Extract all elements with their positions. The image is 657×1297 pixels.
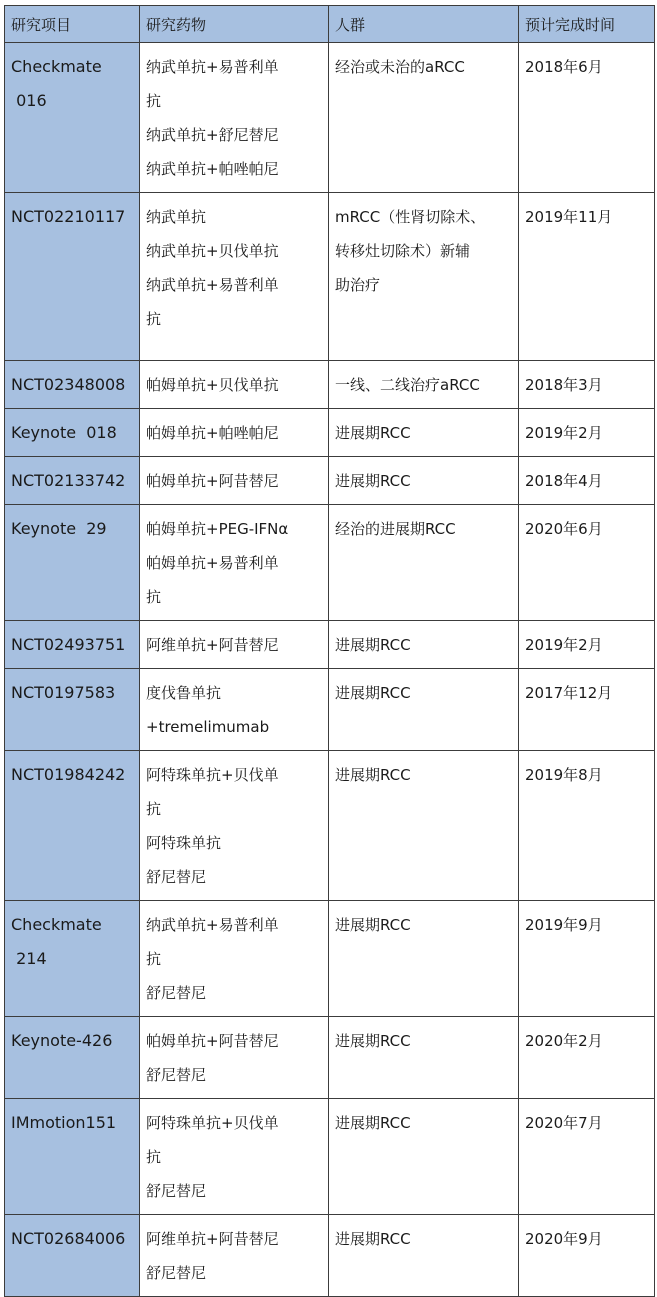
project-cell	[5, 1099, 140, 1215]
drugs-cell	[140, 193, 329, 361]
completion-time-cell: 2020年6月	[519, 505, 655, 621]
table-row	[5, 193, 655, 361]
drugs-cell-line: 帕姆单抗+易普利单	[146, 554, 279, 572]
drugs-cell	[140, 669, 329, 751]
population-cell-line: 进展期RCC	[335, 1230, 411, 1248]
drugs-cell	[140, 751, 329, 901]
population-cell-line: 助治疗	[335, 276, 381, 294]
drugs-cell-line: 抗	[146, 800, 162, 818]
drugs-cell	[140, 621, 329, 669]
population-cell-line: 进展期RCC	[335, 636, 411, 654]
drugs-cell-line: 舒尼替尼	[146, 868, 207, 886]
drugs-cell	[140, 1017, 329, 1099]
completion-time-cell: 2017年12月	[519, 669, 655, 751]
drugs-cell-line: 抗	[146, 588, 162, 606]
table-header-row	[5, 6, 655, 43]
project-cell-line: Keynote-426	[11, 1031, 113, 1050]
drugs-cell	[140, 361, 329, 409]
drugs-cell-line: 纳武单抗	[146, 208, 207, 226]
drugs-cell	[140, 43, 329, 193]
drugs-cell-line: 帕姆单抗+阿昔替尼	[146, 472, 279, 490]
table-row	[5, 901, 655, 1017]
drugs-cell-line: 舒尼替尼	[146, 1066, 207, 1084]
table-row	[5, 361, 655, 409]
population-cell	[329, 505, 519, 621]
project-cell-line: 214	[11, 949, 47, 968]
completion-time-cell: 2020年2月	[519, 1017, 655, 1099]
header-drugs: 研究药物	[140, 6, 329, 43]
completion-time-cell: 2020年7月	[519, 1099, 655, 1215]
completion-time-cell: 2019年9月	[519, 901, 655, 1017]
project-cell	[5, 751, 140, 901]
population-cell-line: 一线、二线治疗aRCC	[335, 376, 480, 394]
drugs-cell-line: 纳武单抗+帕唑帕尼	[146, 160, 279, 178]
drugs-cell	[140, 409, 329, 457]
table-row	[5, 1099, 655, 1215]
project-cell-line: NCT02133742	[11, 471, 126, 490]
project-cell	[5, 409, 140, 457]
population-cell-line: 进展期RCC	[335, 916, 411, 934]
project-cell	[5, 505, 140, 621]
population-cell	[329, 1099, 519, 1215]
project-cell-line: NCT02210117	[11, 207, 126, 226]
population-cell	[329, 43, 519, 193]
population-cell	[329, 751, 519, 901]
drugs-cell	[140, 901, 329, 1017]
population-cell	[329, 901, 519, 1017]
drugs-cell-line: 抗	[146, 92, 162, 110]
project-cell-line: NCT01984242	[11, 765, 126, 784]
population-cell	[329, 193, 519, 361]
completion-time-cell: 2019年2月	[519, 621, 655, 669]
drugs-cell	[140, 505, 329, 621]
drugs-cell-line: 舒尼替尼	[146, 984, 207, 1002]
table-row	[5, 505, 655, 621]
completion-time-cell: 2018年6月	[519, 43, 655, 193]
completion-time-cell: 2019年11月	[519, 193, 655, 361]
population-cell-line: mRCC（性肾切除术、	[335, 208, 486, 226]
drugs-cell-line: 帕姆单抗+PEG-IFNα	[146, 520, 289, 538]
drugs-cell-line: 阿特珠单抗	[146, 834, 222, 852]
project-cell-line: Keynote 018	[11, 423, 117, 442]
table-body	[5, 43, 655, 1297]
population-cell-line: 进展期RCC	[335, 1114, 411, 1132]
population-cell-line: 经治的进展期RCC	[335, 520, 456, 538]
table-row	[5, 1215, 655, 1297]
project-cell-line: IMmotion151	[11, 1113, 117, 1132]
project-cell	[5, 1215, 140, 1297]
completion-time-cell: 2018年3月	[519, 361, 655, 409]
project-cell-line: NCT02684006	[11, 1229, 126, 1248]
drugs-cell-line: 帕姆单抗+帕唑帕尼	[146, 424, 279, 442]
header-completion-time: 预计完成时间	[519, 6, 655, 43]
population-cell-line: 进展期RCC	[335, 766, 411, 784]
completion-time-cell: 2020年9月	[519, 1215, 655, 1297]
drugs-cell-line: 纳武单抗+易普利单	[146, 276, 279, 294]
table-row	[5, 457, 655, 505]
drugs-cell-line: 阿维单抗+阿昔替尼	[146, 636, 279, 654]
population-cell-line: 进展期RCC	[335, 424, 411, 442]
edge-artifact	[653, 90, 657, 102]
population-cell	[329, 409, 519, 457]
drugs-cell-line: +tremelimumab	[146, 718, 270, 736]
drugs-cell-line: 阿特珠单抗+贝伐单	[146, 766, 279, 784]
completion-time-cell: 2018年4月	[519, 457, 655, 505]
population-cell	[329, 669, 519, 751]
drugs-cell-line: 阿维单抗+阿昔替尼	[146, 1230, 279, 1248]
table-row	[5, 669, 655, 751]
header-population: 人群	[329, 6, 519, 43]
project-cell-line: NCT02493751	[11, 635, 126, 654]
drugs-cell-line: 帕姆单抗+阿昔替尼	[146, 1032, 279, 1050]
population-cell	[329, 361, 519, 409]
project-cell-line: Checkmate	[11, 915, 102, 934]
drugs-cell	[140, 1215, 329, 1297]
drugs-cell-line: 抗	[146, 950, 162, 968]
completion-time-cell: 2019年8月	[519, 751, 655, 901]
population-cell-line: 进展期RCC	[335, 684, 411, 702]
table-row	[5, 409, 655, 457]
population-cell	[329, 457, 519, 505]
project-cell	[5, 193, 140, 361]
drugs-cell-line: 舒尼替尼	[146, 1264, 207, 1282]
population-cell	[329, 1215, 519, 1297]
project-cell-line: Checkmate	[11, 57, 102, 76]
table-row	[5, 1017, 655, 1099]
population-cell	[329, 1017, 519, 1099]
completion-time-cell: 2019年2月	[519, 409, 655, 457]
project-cell	[5, 621, 140, 669]
project-cell	[5, 901, 140, 1017]
drugs-cell-line: 纳武单抗+贝伐单抗	[146, 242, 279, 260]
project-cell-line: NCT0197583	[11, 683, 116, 702]
population-cell-line: 进展期RCC	[335, 1032, 411, 1050]
drugs-cell-line: 帕姆单抗+贝伐单抗	[146, 376, 279, 394]
population-cell-line: 经治或未治的aRCC	[335, 58, 465, 76]
drugs-cell-line: 纳武单抗+易普利单	[146, 58, 279, 76]
drugs-cell-line: 抗	[146, 310, 162, 328]
project-cell	[5, 43, 140, 193]
drugs-cell-line: 抗	[146, 1148, 162, 1166]
population-cell-line: 进展期RCC	[335, 472, 411, 490]
drugs-cell-line: 纳武单抗+易普利单	[146, 916, 279, 934]
project-cell-line: 016	[11, 91, 47, 110]
drugs-cell-line: 舒尼替尼	[146, 1182, 207, 1200]
drugs-cell-line: 度伐鲁单抗	[146, 684, 222, 702]
drugs-cell	[140, 1099, 329, 1215]
project-cell	[5, 457, 140, 505]
header-project: 研究项目	[5, 6, 140, 43]
population-cell-line: 转移灶切除术）新辅	[335, 242, 471, 260]
project-cell	[5, 361, 140, 409]
drugs-cell-line: 纳武单抗+舒尼替尼	[146, 126, 279, 144]
project-cell	[5, 669, 140, 751]
table-row	[5, 621, 655, 669]
table-row	[5, 751, 655, 901]
project-cell-line: NCT02348008	[11, 375, 126, 394]
drugs-cell	[140, 457, 329, 505]
population-cell	[329, 621, 519, 669]
clinical-trials-table	[4, 5, 655, 1297]
drugs-cell-line: 阿特珠单抗+贝伐单	[146, 1114, 279, 1132]
project-cell-line: Keynote 29	[11, 519, 107, 538]
table-row	[5, 43, 655, 193]
project-cell	[5, 1017, 140, 1099]
